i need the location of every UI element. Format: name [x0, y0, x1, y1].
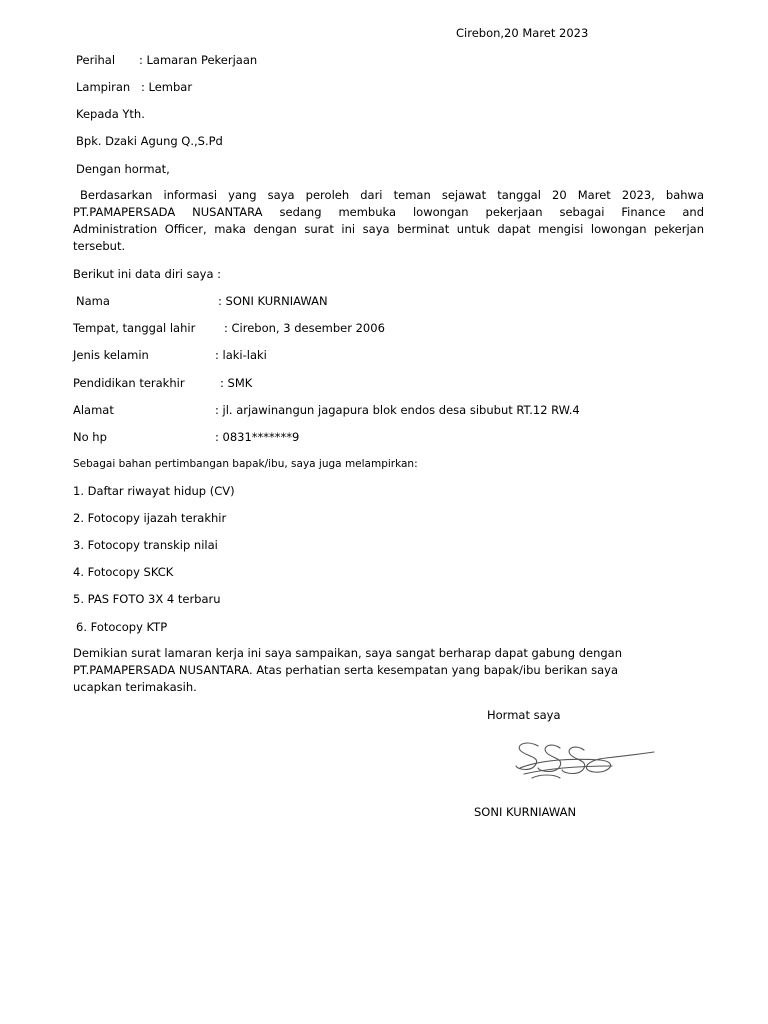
nama-value: : SONI KURNIAWAN [218, 294, 328, 308]
attachment-item: 4. Fotocopy SKCK [73, 565, 174, 579]
intro-paragraph [73, 187, 704, 255]
attach-intro: Sebagai bahan pertimbangan bapak/ibu, saya juga melampirkan: [73, 458, 418, 470]
pendidikan-value: : SMK [220, 376, 253, 390]
perihal-row [76, 52, 115, 68]
recipient-kepada: Kepada Yth. [76, 107, 145, 121]
attachment-item: 3. Fotocopy transkip nilai [73, 538, 218, 552]
attachment-item: 5. PAS FOTO 3X 4 terbaru [73, 592, 221, 606]
intro-line: Berdasarkan informasi yang saya peroleh dari teman sejawat tanggal 20 Maret 2023, bahwa [80, 188, 704, 202]
ttl-value: : Cirebon, 3 desember 2006 [224, 321, 385, 335]
alamat-label: Alamat [73, 403, 114, 417]
jk-value: : laki-laki [215, 348, 267, 362]
nama-label: Nama [76, 294, 110, 308]
attachment-item: 1. Daftar riwayat hidup (CV) [73, 484, 235, 498]
attachment-item: 6. Fotocopy KTP [76, 620, 168, 634]
perihal-label: Perihal [76, 53, 116, 67]
sign-off: Hormat saya [487, 708, 561, 722]
signature-stroke [562, 747, 585, 773]
signature-stroke [532, 775, 560, 778]
pendidikan-label: Pendidikan terakhir [73, 376, 185, 390]
jk-label: Jenis kelamin [73, 348, 149, 362]
intro-line: PT.PAMAPERSADA NUSANTARA sedang membuka lowongan pekerjaan sebagai Finance and [73, 205, 704, 219]
ttl-label: Tempat, tanggal lahir [73, 321, 196, 335]
signature-stroke [520, 752, 654, 772]
signature-stroke [538, 745, 561, 771]
attachment-item: 2. Fotocopy ijazah terakhir [73, 511, 227, 525]
alamat-value: : jl. arjawinangun jagapura blok endos desa sibubut RT.12 RW.4 [215, 403, 580, 417]
signer-name: SONI KURNIAWAN [474, 805, 577, 819]
closing-line: ucapkan terimakasih. [73, 680, 197, 694]
greeting: Dengan hormat, [76, 162, 170, 176]
closing-line: PT.PAMAPERSADA NUSANTARA. Atas perhatian serta kesempatan yang bapak/ibu berikan saya [73, 663, 619, 677]
signature-image [510, 738, 658, 784]
data-intro: Berikut ini data diri saya : [73, 267, 222, 281]
lampiran-label: Lampiran [76, 80, 131, 94]
hp-value: : 0831*******9 [215, 430, 300, 444]
date-line: Cirebon,20 Maret 2023 [456, 26, 589, 40]
recipient-name: Bpk. Dzaki Agung Q.,S.Pd [76, 134, 223, 148]
closing-line: Demikian surat lamaran kerja ini saya sampaikan, saya sangat berharap dapat gabung dengan [73, 646, 623, 660]
intro-line: tersebut. [73, 239, 126, 253]
intro-line: Administration Officer, maka dengan surat ini saya berminat untuk dapat mengisi lowongan pekerjan [73, 222, 704, 236]
closing-paragraph [73, 645, 704, 696]
perihal-value: : Lamaran Pekerjaan [139, 53, 258, 67]
hp-label: No hp [73, 430, 107, 444]
lampiran-value: : Lembar [141, 80, 193, 94]
